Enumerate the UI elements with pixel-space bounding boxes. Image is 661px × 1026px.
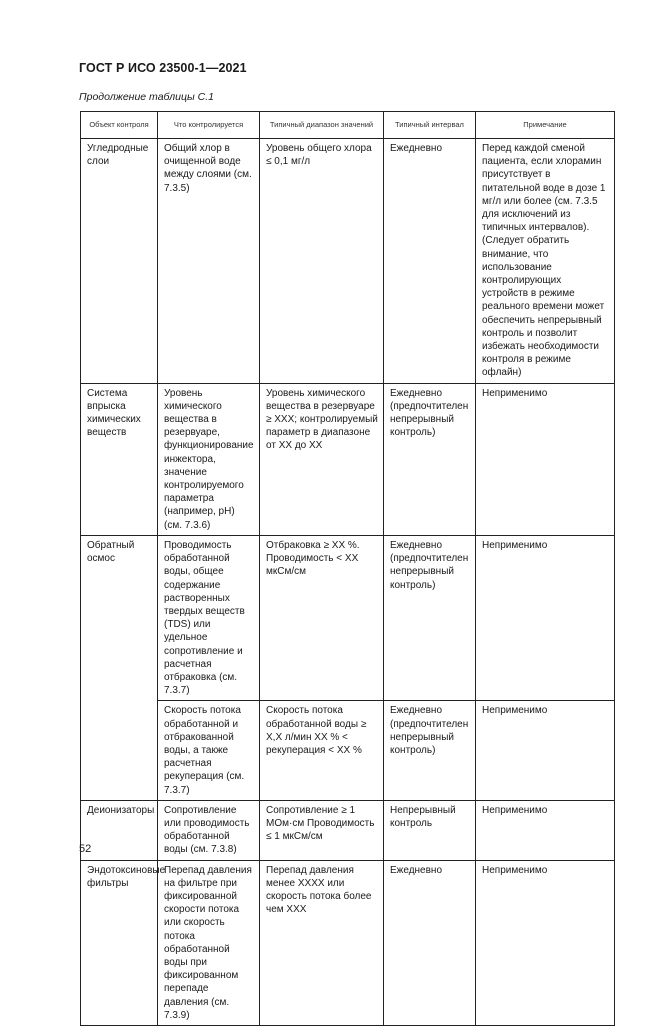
cell-monitored: Перепад давления на фильтре при фиксированной скорости потока или скорость потока обработанной воды при фиксированном перепаде давления (см. 7.3.9): [158, 860, 260, 1025]
cell-interval: Ежедневно (предпочтителен непрерывный контроль): [384, 701, 476, 800]
cell-range: Перепад давления менее ХХХХ или скорость потока более чем ХХХ: [260, 860, 384, 1025]
cell-monitored: Общий хлор в очищенной воде между слоями (см. 7.3.5): [158, 139, 260, 384]
cell-monitored: Скорость потока обработанной и отбракованной воды, а также расчетная рекуперация (см. 7.3.7): [158, 701, 260, 800]
page-number: 52: [79, 843, 92, 855]
cell-object: Эндотоксиновые фильтры: [81, 860, 158, 1025]
cell-note: Неприменимо: [476, 535, 615, 700]
cell-object: Угледродные слои: [81, 139, 158, 384]
cell-interval: Ежедневно (предпочтителен непрерывный контроль): [384, 535, 476, 700]
cell-note: Неприменимо: [476, 860, 615, 1025]
column-header-note: Примечание: [476, 112, 615, 139]
table-row: [81, 800, 615, 860]
table-row: [81, 860, 615, 1025]
cell-object: Обратный осмос: [81, 535, 158, 800]
table-row: [81, 383, 615, 535]
table-caption: Продолжение таблицы С.1: [79, 91, 214, 103]
column-header-monitored: Что контролируется: [158, 112, 260, 139]
table-header-row: [81, 112, 615, 139]
cell-interval: Ежедневно: [384, 860, 476, 1025]
cell-object: Система впрыска химических веществ: [81, 383, 158, 535]
table-row: [81, 535, 615, 700]
cell-range: Уровень химического вещества в резервуаре ≥ ХХХ; контролируемый параметр в диапазоне от ХХ до ХХ: [260, 383, 384, 535]
cell-note: Неприменимо: [476, 701, 615, 800]
standard-title: ГОСТ Р ИСО 23500-1—2021: [79, 61, 247, 75]
cell-note: Перед каждой сменой пациента, если хлорамин присутствует в питательной воде в дозе 1 мг/л или более (см. 7.3.5 для исключений из типичных интервалов). (Следует обратить внимание, что использование контролирующих устройств в режиме реального времени может обеспечить непрерывный контроль и позволит избежать необходимости контроля в режиме офлайн): [476, 139, 615, 384]
cell-interval: Непрерывный контроль: [384, 800, 476, 860]
table-row: [81, 139, 615, 384]
cell-range: Сопротивление ≥ 1 МОм·см Проводимость ≤ 1 мкСм/см: [260, 800, 384, 860]
cell-monitored: Уровень химического вещества в резервуаре, функционирование инжектора, значение контролируемого параметра (например, рН) (см. 7.3.6): [158, 383, 260, 535]
cell-monitored: Проводимость обработанной воды, общее содержание растворенных твердых веществ (TDS) или удельное сопротивление и расчетная отбраковка (см. 7.3.7): [158, 535, 260, 700]
column-header-interval: Типичный интервал: [384, 112, 476, 139]
cell-note: Неприменимо: [476, 800, 615, 860]
cell-interval: Ежедневно: [384, 139, 476, 384]
table-row: [81, 701, 615, 800]
cell-range: Скорость потока обработанной воды ≥ Х,Х л/мин ХХ % < рекуперация < ХХ %: [260, 701, 384, 800]
cell-object: Деионизаторы: [81, 800, 158, 860]
cell-range: Уровень общего хлора ≤ 0,1 мг/л: [260, 139, 384, 384]
column-header-range: Типичный диапазон значений: [260, 112, 384, 139]
requirements-table: [80, 111, 615, 1026]
cell-interval: Ежедневно (предпочтителен непрерывный контроль): [384, 383, 476, 535]
cell-range: Отбраковка ≥ ХХ %. Проводимость < ХХ мкСм/см: [260, 535, 384, 700]
cell-note: Неприменимо: [476, 383, 615, 535]
column-header-object: Объект контроля: [81, 112, 158, 139]
cell-monitored: Сопротивление или проводимость обработанной воды (см. 7.3.8): [158, 800, 260, 860]
